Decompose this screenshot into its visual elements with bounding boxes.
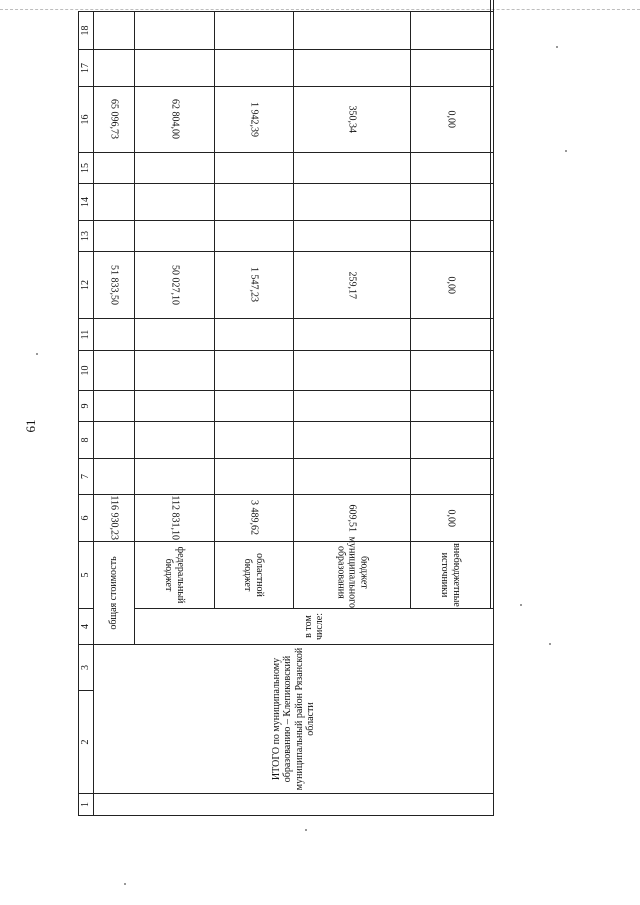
empty-cell: [94, 184, 135, 221]
empty-cell: [293, 184, 410, 221]
empty-cell: [135, 184, 214, 221]
row-name: бюджет муниципального образования: [293, 542, 410, 609]
empty-cell: [293, 50, 410, 87]
row-name: общая стоимость: [94, 542, 135, 645]
empty-cell: [411, 391, 490, 422]
empty-cell: [490, 319, 493, 351]
empty-cell: [135, 459, 214, 495]
empty-cell: [490, 87, 493, 153]
empty-cell: [94, 422, 135, 459]
empty-cell: [94, 153, 135, 184]
empty-cell: [214, 391, 293, 422]
empty-cell: [135, 422, 214, 459]
column-number: 8: [79, 422, 94, 459]
column-number: 13: [79, 221, 94, 252]
empty-cell: [135, 319, 214, 351]
empty-cell: [94, 391, 135, 422]
scan-speck: [305, 829, 307, 831]
empty-cell: [214, 50, 293, 87]
empty-cell: [490, 0, 493, 12]
empty-cell: [94, 319, 135, 351]
column-number: 3: [79, 645, 94, 691]
scan-speck: [565, 150, 567, 152]
empty-cell: [135, 12, 214, 50]
column-number: 12: [79, 252, 94, 319]
empty-cell: [293, 221, 410, 252]
empty-cell: [135, 221, 214, 252]
column-number: 5: [79, 542, 94, 609]
empty-cell: [490, 542, 493, 609]
empty-cell: [293, 153, 410, 184]
empty-cell: [135, 153, 214, 184]
empty-cell: [214, 422, 293, 459]
value-cell: 0,00: [411, 87, 490, 153]
empty-cell: [293, 459, 410, 495]
value-cell: 3 489,62: [214, 495, 293, 542]
empty-cell: [490, 252, 493, 319]
empty-cell: [293, 391, 410, 422]
column-number-row: [79, 0, 94, 816]
empty-cell: [411, 459, 490, 495]
empty-cell: [411, 319, 490, 351]
empty-cell: [490, 153, 493, 184]
column-number: 18: [79, 12, 94, 50]
scan-speck: [556, 46, 558, 48]
column-number: 9: [79, 391, 94, 422]
value-cell: 50 027,10: [135, 252, 214, 319]
column-number: 6: [79, 495, 94, 542]
value-cell: 62 804,00: [135, 87, 214, 153]
empty-cell: [94, 12, 135, 50]
empty-cell: [490, 422, 493, 459]
table-row: [94, 0, 135, 816]
column-number: 1: [79, 794, 94, 816]
empty-cell: [94, 50, 135, 87]
column-number: 15: [79, 153, 94, 184]
value-cell: 112 831,10: [135, 495, 214, 542]
empty-cell: [490, 351, 493, 391]
empty-cell: [490, 391, 493, 422]
row-name: внебюджетные источники: [411, 542, 490, 609]
empty-cell: [214, 184, 293, 221]
value-cell: 65 096,73: [94, 87, 135, 153]
empty-cell: [214, 153, 293, 184]
empty-cell: [490, 495, 493, 542]
scan-speck: [549, 643, 551, 645]
empty-cell: [214, 459, 293, 495]
value-cell: 1 547,23: [214, 252, 293, 319]
in-total-label: в том числе:: [135, 609, 494, 645]
scan-speck: [520, 604, 522, 606]
empty-cell: [135, 391, 214, 422]
total-label: ИТОГО по муниципальному образованию – Клепиковский муниципальный район Рязанской области: [94, 645, 494, 794]
scan-speck: [124, 883, 126, 885]
empty-cell: [135, 50, 214, 87]
column-number: 14: [79, 184, 94, 221]
empty-cell: [94, 351, 135, 391]
empty-cell: [293, 319, 410, 351]
empty-cell: [293, 12, 410, 50]
empty-cell: [411, 50, 490, 87]
value-cell: 259,17: [293, 252, 410, 319]
value-cell: 0,00: [411, 252, 490, 319]
empty-cell: [411, 351, 490, 391]
row-name: федеральный бюджет: [135, 542, 214, 609]
empty-cell: [214, 319, 293, 351]
column-number: 10: [79, 351, 94, 391]
scan-speck: [36, 353, 38, 355]
column-number: 2: [79, 691, 94, 794]
empty-cell: [94, 221, 135, 252]
empty-cell: [490, 184, 493, 221]
value-cell: 0,00: [411, 495, 490, 542]
column-number: 4: [79, 609, 94, 645]
empty-cell: [411, 153, 490, 184]
empty-cell: [214, 221, 293, 252]
empty-cell: [293, 422, 410, 459]
value-cell: 116 930,23: [94, 495, 135, 542]
empty-cell: [490, 459, 493, 495]
empty-cell: [135, 351, 214, 391]
rotated-table-sheet: [78, 0, 494, 816]
empty-cell: [411, 12, 490, 50]
value-cell: 51 833,50: [94, 252, 135, 319]
value-cell: 609,51: [293, 495, 410, 542]
empty-cell: [490, 221, 493, 252]
empty-cell: [490, 12, 493, 50]
empty-cell: [411, 221, 490, 252]
column-number: 17: [79, 50, 94, 87]
empty-cell: [94, 794, 494, 816]
cost-table: [78, 0, 494, 816]
value-cell: 1 942,39: [214, 87, 293, 153]
empty-cell: [411, 184, 490, 221]
column-number: 16: [79, 87, 94, 153]
empty-cell: [411, 422, 490, 459]
page-number: 61: [23, 419, 38, 433]
value-cell: 350,34: [293, 87, 410, 153]
empty-cell: [94, 459, 135, 495]
empty-cell: [490, 50, 493, 87]
empty-cell: [214, 351, 293, 391]
row-name: областной бюджет: [214, 542, 293, 609]
column-number: 11: [79, 319, 94, 351]
empty-cell: [214, 12, 293, 50]
column-number: 7: [79, 459, 94, 495]
empty-cell: [293, 351, 410, 391]
